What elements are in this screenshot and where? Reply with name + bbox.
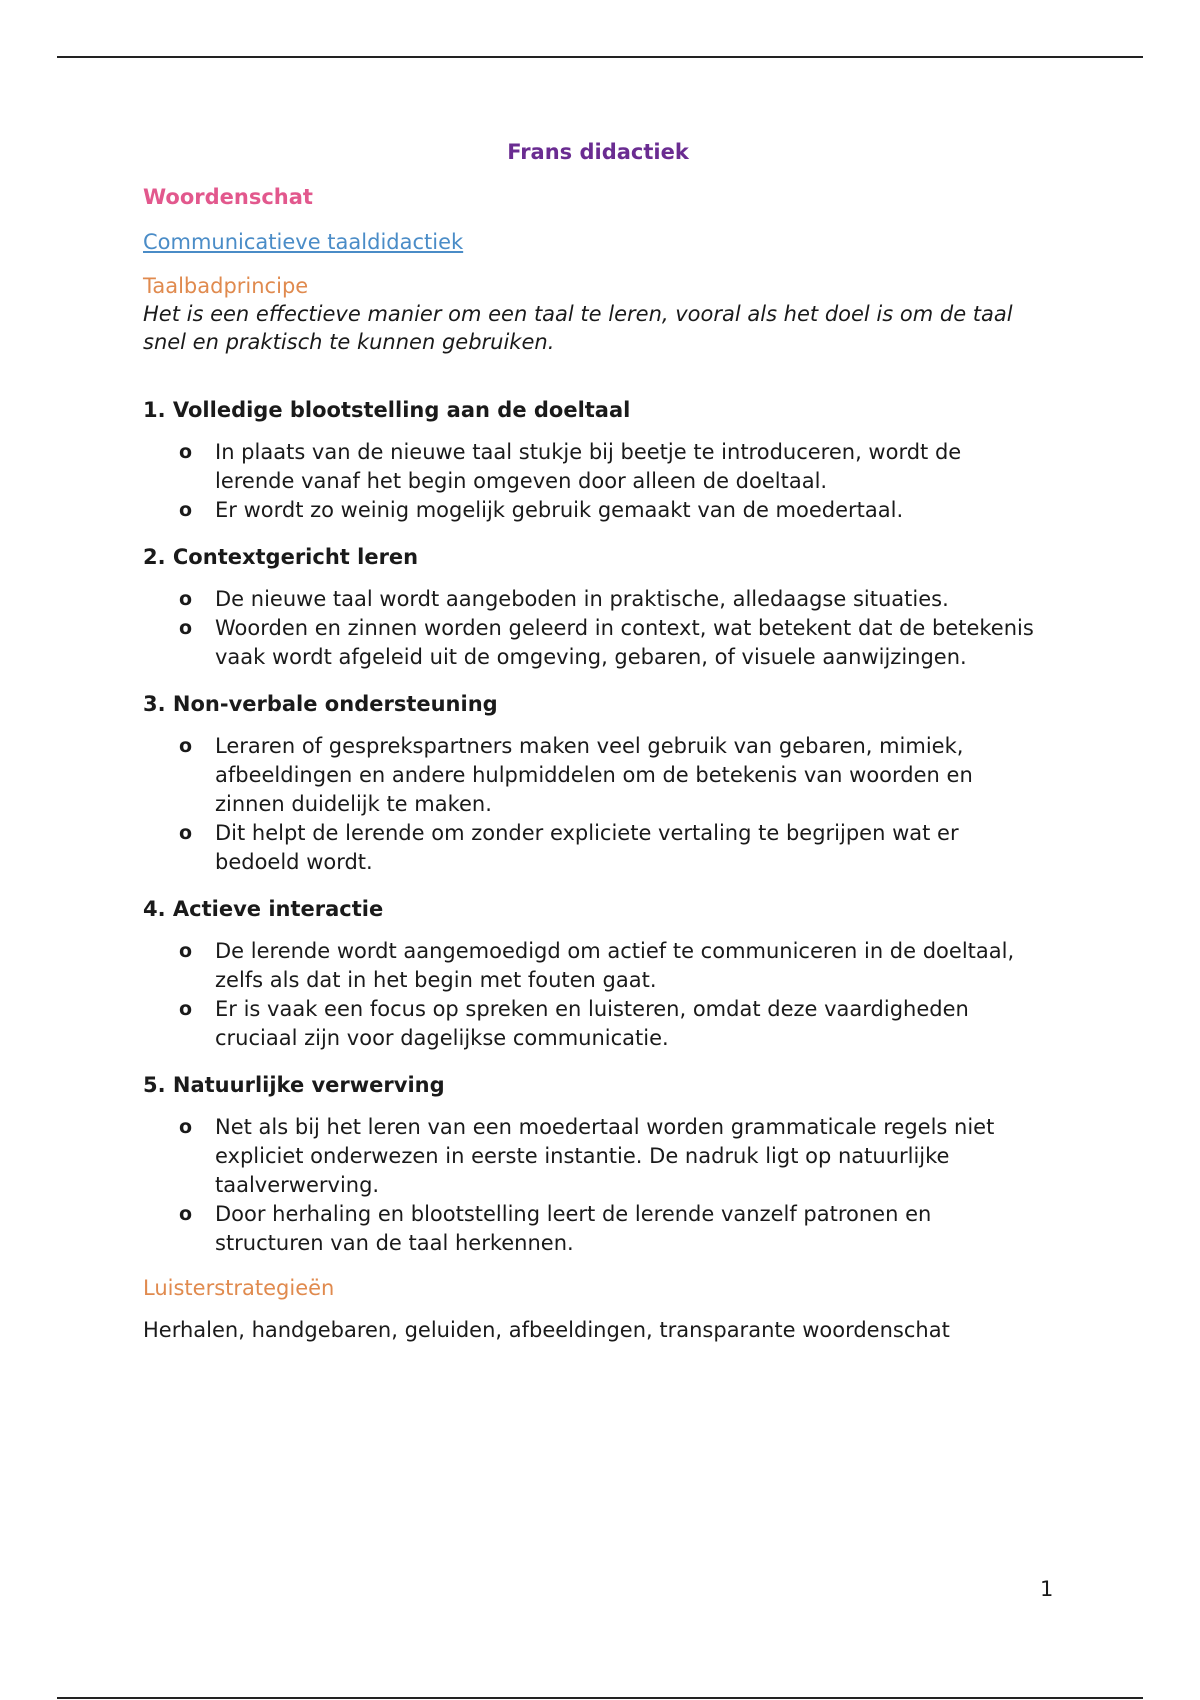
section: [143, 692, 1043, 877]
list-item: [179, 937, 1043, 995]
list-item-text: De nieuwe taal wordt aangeboden in praktische, alledaagse situaties.: [215, 587, 949, 611]
list-item-text: Er wordt zo weinig mogelijk gebruik gemaakt van de moedertaal.: [215, 498, 904, 522]
list-item-text: Door herhaling en blootstelling leert de lerende vanzelf patronen en structuren van de taal herkennen.: [215, 1202, 932, 1255]
section-title: 5. Natuurlijke verwerving: [143, 1073, 445, 1097]
list-item: [179, 1113, 1043, 1200]
bullet-marker: o: [179, 998, 193, 1020]
bullet-marker: o: [179, 940, 193, 962]
page-number: 1: [1040, 1577, 1054, 1601]
bullet-marker: o: [179, 588, 193, 610]
intro-paragraph: Het is een effectieve manier om een taal te leren, vooral als het doel is om de taal snel en praktisch te kunnen gebruiken.: [143, 302, 1013, 354]
section-title: 3. Non-verbale ondersteuning: [143, 692, 498, 716]
bullet-list: [143, 732, 1043, 877]
list-item-text: Net als bij het leren van een moedertaal worden grammaticale regels niet expliciet onderwezen in eerste instantie. De nadruk ligt op natuurlijke taalverwerving.: [215, 1115, 995, 1197]
section-title: 2. Contextgericht leren: [143, 545, 419, 569]
bullet-marker: o: [179, 1116, 193, 1138]
bullet-marker: o: [179, 822, 193, 844]
heading-taalbadprincipe: Taalbadprincipe: [143, 274, 309, 298]
document-page: [143, 140, 1043, 1342]
footer-rule: [57, 1697, 1143, 1699]
bullet-marker: o: [179, 735, 193, 757]
list-item-text: Woorden en zinnen worden geleerd in context, wat betekent dat de betekenis vaak wordt afgeleid uit de omgeving, gebaren, of visuele aanwijzingen.: [215, 616, 1034, 669]
list-item: [179, 732, 1043, 819]
bullet-list: [143, 937, 1043, 1053]
list-item: [179, 614, 1043, 672]
bullet-list: [143, 585, 1043, 672]
sections-list: [143, 398, 1043, 1258]
list-item-text: Er is vaak een focus op spreken en luisteren, omdat deze vaardigheden cruciaal zijn voor dagelijkse communicatie.: [215, 997, 969, 1050]
document-title: Frans didactiek: [507, 140, 689, 164]
bullet-list: [143, 438, 1043, 525]
section-title: 1. Volledige blootstelling aan de doeltaal: [143, 398, 631, 422]
header-rule: [57, 56, 1143, 58]
bullet-marker: o: [179, 617, 193, 639]
link-communicatieve-taaldidactiek[interactable]: Communicatieve taaldidactiek: [143, 230, 464, 254]
list-item-text: Dit helpt de lerende om zonder expliciete vertaling te begrijpen wat er bedoeld wordt.: [215, 821, 959, 874]
bullet-marker: o: [179, 1203, 193, 1225]
bullet-marker: o: [179, 499, 193, 521]
list-item: [179, 496, 1043, 525]
section: [143, 897, 1043, 1053]
list-item: [179, 438, 1043, 496]
list-item-text: De lerende wordt aangemoedigd om actief te communiceren in de doeltaal, zelfs als dat in het begin met fouten gaat.: [215, 939, 1015, 992]
luister-text: Herhalen, handgebaren, geluiden, afbeeldingen, transparante woordenschat: [143, 1318, 950, 1342]
list-item: [179, 819, 1043, 877]
list-item: [179, 1200, 1043, 1258]
section: [143, 1073, 1043, 1258]
section-title: 4. Actieve interactie: [143, 897, 384, 921]
bullet-list: [143, 1113, 1043, 1258]
list-item-text: Leraren of gesprekspartners maken veel gebruik van gebaren, mimiek, afbeeldingen en andere hulpmiddelen om de betekenis van woorden en zinnen duidelijk te maken.: [215, 734, 973, 816]
heading-woordenschat: Woordenschat: [143, 185, 313, 209]
section: [143, 545, 1043, 672]
heading-luisterstrategieen: Luisterstrategieën: [143, 1276, 335, 1300]
section: [143, 398, 1043, 525]
list-item: [179, 995, 1043, 1053]
list-item-text: In plaats van de nieuwe taal stukje bij beetje te introduceren, wordt de lerende vanaf het begin omgeven door alleen de doeltaal.: [215, 440, 962, 493]
list-item: [179, 585, 1043, 614]
bullet-marker: o: [179, 441, 193, 463]
